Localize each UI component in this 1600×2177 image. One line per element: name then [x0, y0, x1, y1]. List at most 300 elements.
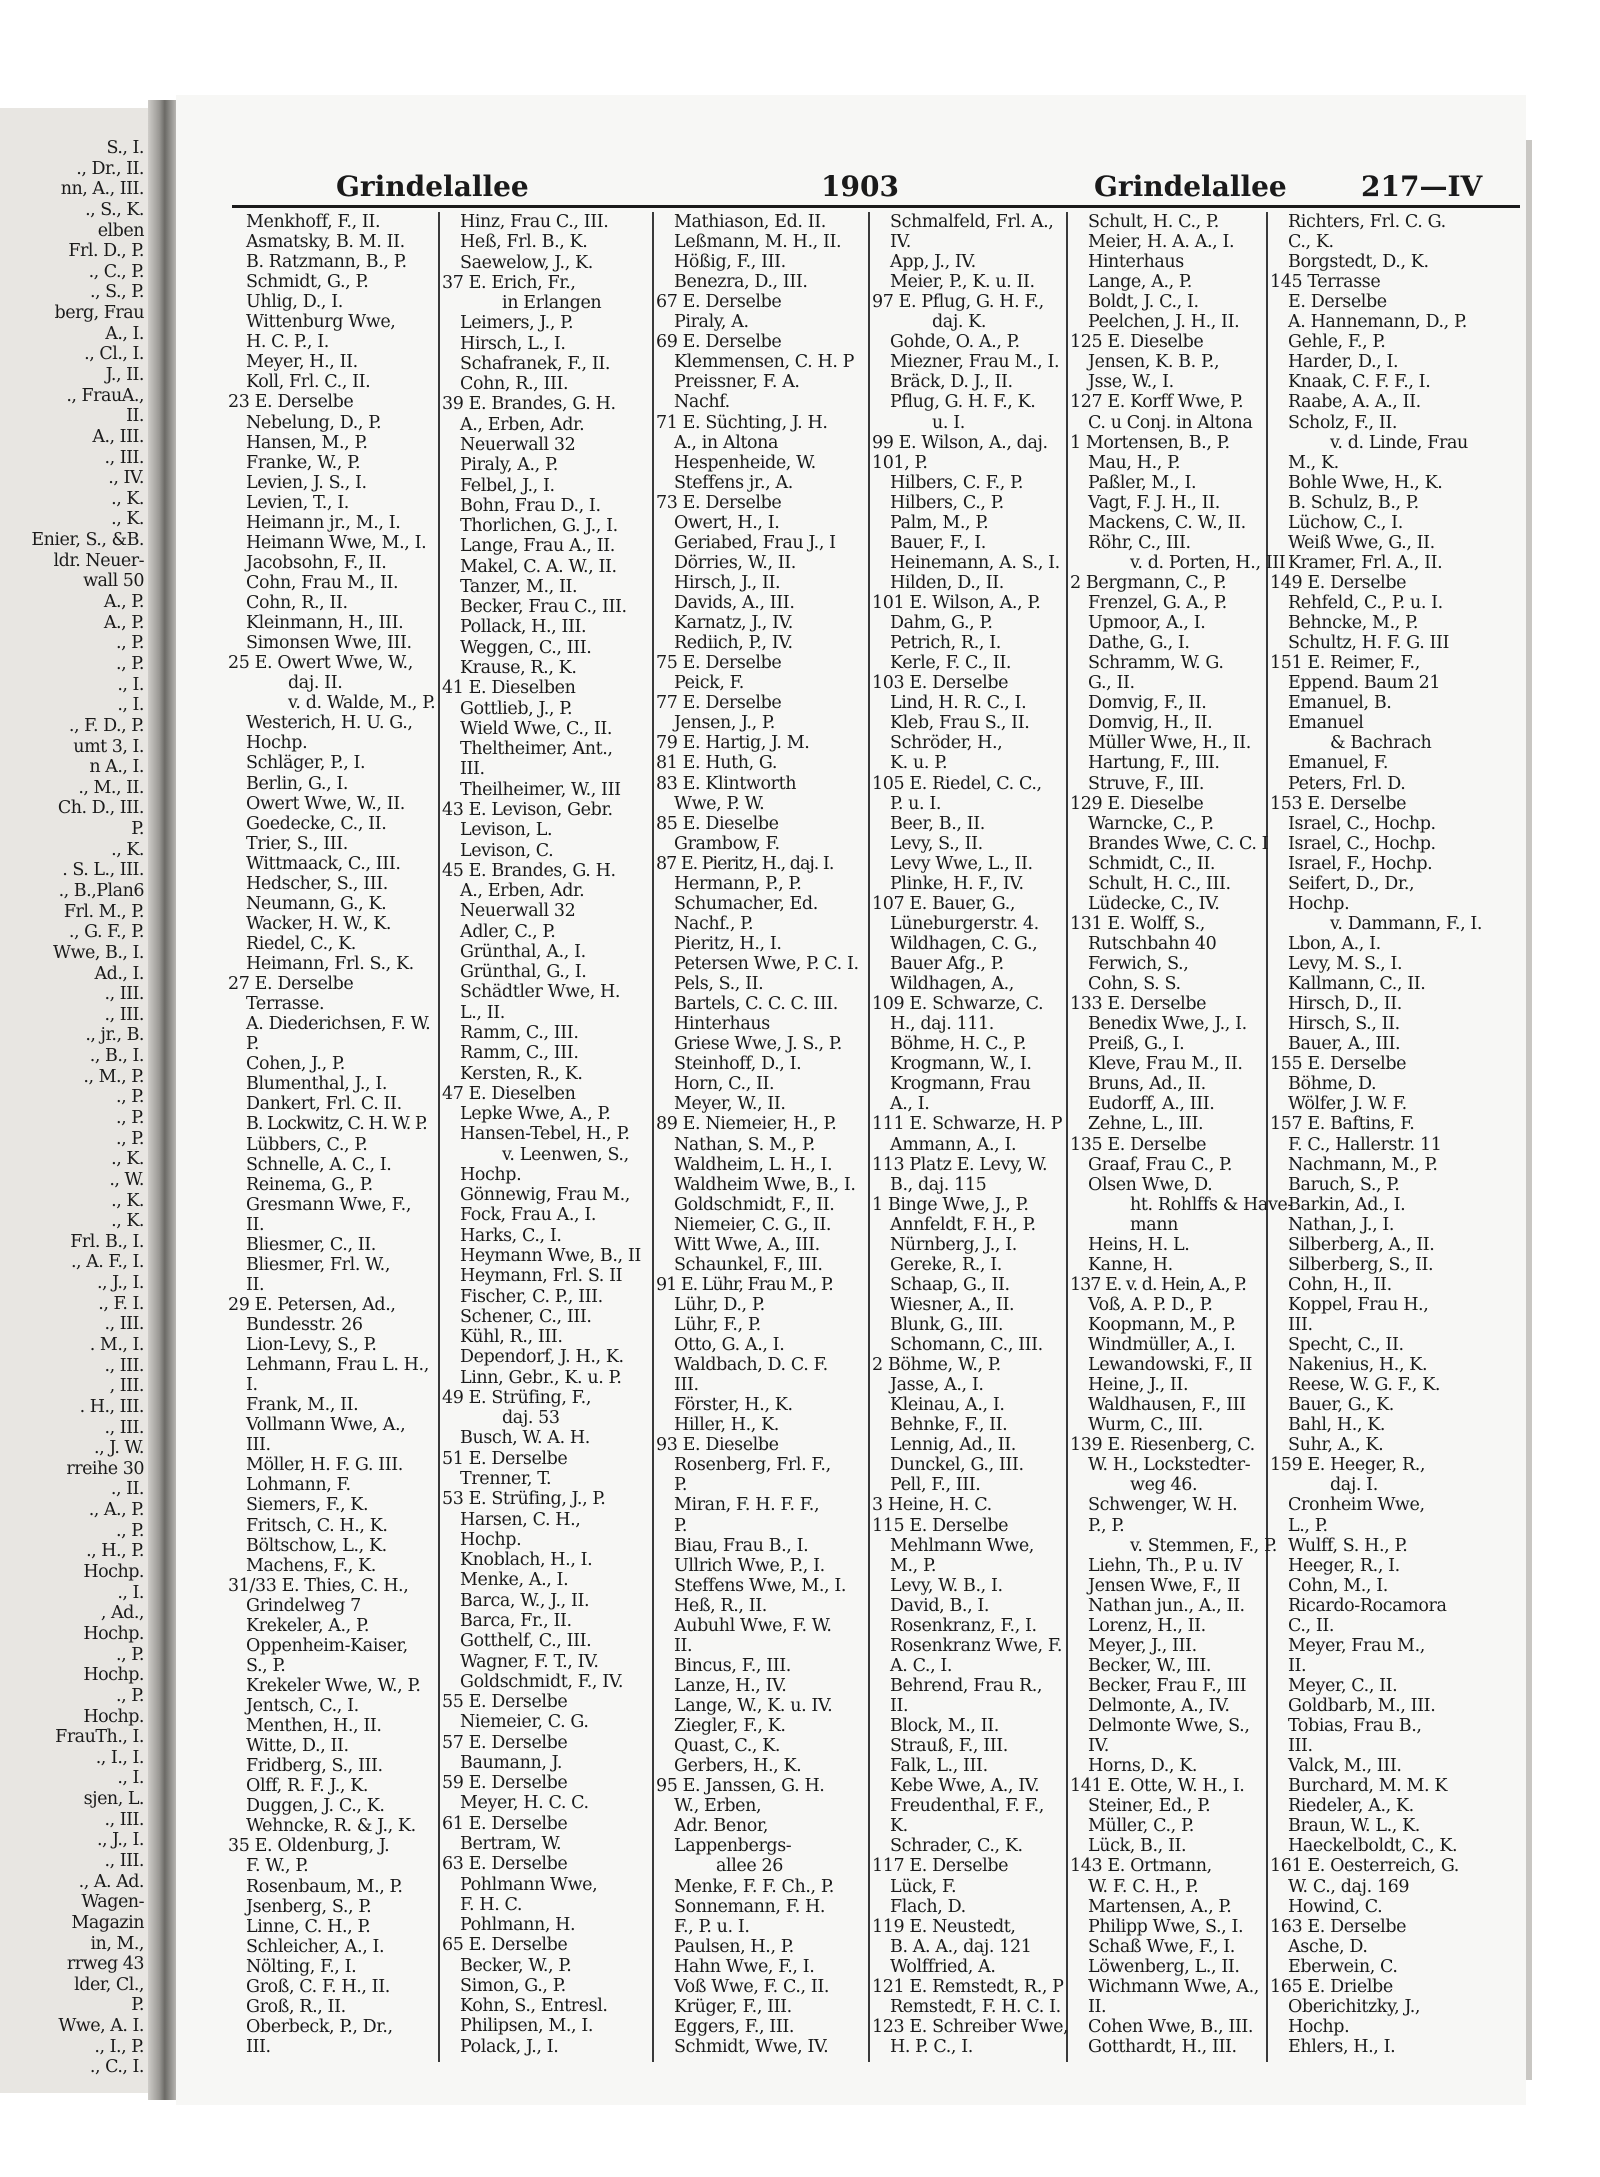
directory-entry: 113 Platz E. Levy, W.	[872, 1154, 1048, 1175]
directory-entry: Bahl, H., K.	[1288, 1415, 1386, 1436]
directory-entry: Karnatz, J., IV.	[674, 613, 793, 634]
directory-entry: v. d. Porten, H., III	[1130, 552, 1286, 573]
directory-entry: B. Schulz, B., P.	[1288, 492, 1419, 513]
directory-entry: Ricardo-Rocamora	[1288, 1595, 1447, 1616]
directory-entry: 27 E. Derselbe	[228, 974, 354, 995]
directory-entry: Menkhoff, F., II.	[246, 212, 381, 232]
directory-entry: Levy, M. S., I.	[1288, 954, 1403, 974]
directory-entry: 117 E. Derselbe	[872, 1856, 1009, 1877]
column-rule	[1266, 212, 1268, 2062]
directory-entry: Schläger, P., I.	[246, 753, 366, 774]
directory-entry: H. P. C., I.	[890, 2036, 973, 2057]
directory-entry: 43 E. Levison, Gebr.	[442, 799, 613, 820]
directory-entry: II.	[890, 1696, 909, 1717]
left-page-line: ., F. D., P.	[68, 715, 144, 736]
directory-entry: Hirsch, S., II.	[1288, 1014, 1400, 1035]
left-page-line: Hochp.	[83, 1623, 144, 1644]
directory-entry: Krause, R., K.	[460, 658, 577, 679]
directory-entry: Vollmann Wwe, A.,	[246, 1415, 406, 1436]
directory-entry: Sonnemann, F. H.	[674, 1896, 826, 1917]
directory-entry: Möller, H. F. G. III.	[246, 1455, 403, 1476]
directory-entry: II.	[246, 1214, 265, 1235]
directory-entry: Hansen-Tebel, H., P.	[460, 1124, 630, 1145]
directory-entry: Bundesstr. 26	[246, 1314, 363, 1335]
directory-entry: P.	[246, 1034, 259, 1055]
left-page-line: sjen, L.	[83, 1789, 144, 1810]
column-rule	[1066, 212, 1068, 2062]
directory-entry: daj. 53	[502, 1408, 560, 1429]
directory-entry: & Bachrach	[1330, 733, 1432, 754]
directory-entry: Rosenkranz Wwe, F.	[890, 1635, 1063, 1656]
directory-entry: Wolffried, A.	[890, 1956, 996, 1977]
directory-entry: A., I.	[890, 1094, 930, 1115]
left-page-line: ., S., P.	[89, 282, 144, 303]
directory-entry: Müller Wwe, H., II.	[1088, 733, 1251, 754]
left-page-line: ., W.	[109, 1169, 144, 1190]
directory-entry: Hansen, M., P.	[246, 432, 368, 453]
directory-entry: Vagt, F. J. H., II.	[1088, 492, 1220, 513]
directory-entry: 101 E. Wilson, A., P.	[872, 593, 1041, 614]
left-page-line: ., I.	[117, 1582, 144, 1603]
column-rule	[868, 212, 870, 2062]
directory-entry: Preiß, G., I.	[1088, 1034, 1185, 1055]
directory-entry: Saewelow, J., K.	[460, 252, 593, 273]
directory-entry: 149 E. Derselbe	[1270, 572, 1407, 593]
directory-entry: Terrasse.	[246, 994, 325, 1015]
directory-entry: Mackens, C. W., II.	[1088, 512, 1246, 533]
directory-entry: Pohlmann, H.	[460, 1915, 576, 1936]
directory-entry: Goldschmidt, F., IV.	[460, 1671, 624, 1692]
directory-entry: F., P. u. I.	[674, 1916, 750, 1937]
directory-entry: Steffens Wwe, M., I.	[674, 1575, 847, 1596]
left-page-line: ., III.	[104, 447, 144, 468]
left-page-line: ., II.	[110, 1479, 144, 1500]
directory-entry: v. Stemmen, F., P.	[1130, 1535, 1277, 1556]
directory-entry: Becker, W., P.	[460, 1955, 572, 1976]
directory-entry: Petrich, R., I.	[890, 633, 1001, 654]
directory-entry: Wiesner, A., II.	[890, 1294, 1015, 1315]
directory-entry: Heymann, Frl. S. II	[460, 1266, 623, 1287]
directory-entry: Rosenkranz, F., I.	[890, 1615, 1037, 1636]
directory-entry: Koopmann, M., P.	[1088, 1314, 1236, 1335]
directory-entry: Behrend, Frau R.,	[890, 1675, 1043, 1696]
directory-entry: Heinemann, A. S., I.	[890, 552, 1060, 573]
directory-entry: P.	[674, 1475, 687, 1496]
directory-entry: Knaak, C. F. F., I.	[1288, 372, 1431, 393]
directory-entry: A. C., I.	[890, 1655, 953, 1676]
directory-entry: Böhme, D.	[1288, 1074, 1377, 1095]
directory-entry: Hinz, Frau C., III.	[460, 212, 609, 232]
directory-entry: Bruns, Ad., II.	[1088, 1074, 1206, 1095]
header-page-ref: 217—IV	[1361, 170, 1483, 203]
directory-entry: App, J., IV.	[890, 252, 976, 273]
directory-entry: Levy, S., II.	[890, 833, 983, 854]
directory-entry: Voß Wwe, F. C., II.	[674, 1976, 830, 1997]
left-page-line: ., M., P.	[83, 1066, 144, 1087]
directory-entry: Grünthal, A., I.	[460, 941, 586, 962]
directory-entry: Fridberg, S., III.	[246, 1756, 383, 1777]
left-page-line: ., I.	[117, 695, 144, 716]
directory-entry: Remstedt, F. H. C. I.	[890, 1996, 1061, 2017]
left-page-line: , Ad.,	[100, 1603, 144, 1624]
directory-entry: Delmonte Wwe, S.,	[1088, 1716, 1250, 1737]
left-page-line: elben	[97, 220, 144, 241]
directory-entry: Schumacher, Ed.	[674, 893, 818, 914]
directory-entry: Becker, Frau C., III.	[460, 597, 627, 618]
directory-entry: III.	[460, 759, 485, 780]
directory-entry: II.	[246, 1274, 265, 1295]
left-page-line: II.	[126, 406, 144, 427]
directory-entry: III.	[246, 2036, 271, 2057]
left-page-line: nn, A., III.	[60, 179, 144, 200]
directory-entry: 31/33 E. Thies, C. H.,	[228, 1575, 409, 1596]
directory-entry: 137 E. v. d. Hein, A., P.	[1070, 1274, 1246, 1295]
directory-entry: Palm, M., P.	[890, 512, 989, 533]
directory-entry: Wölfer, J. W. F.	[1288, 1094, 1407, 1115]
directory-entry: Nathan jun., A., II.	[1088, 1595, 1245, 1616]
directory-entry: 107 E. Bauer, G.,	[872, 893, 1016, 914]
directory-entry: Plinke, H. F., IV.	[890, 873, 1024, 894]
directory-entry: F. H. C.	[460, 1894, 523, 1915]
directory-entry: u. I.	[932, 412, 965, 433]
header-left-title: Grindelallee	[336, 170, 529, 203]
left-page-line: ., C., P.	[88, 261, 144, 282]
directory-entry: Schnelle, A. C., I.	[246, 1154, 392, 1175]
directory-entry: Baumann, J.	[460, 1752, 563, 1773]
directory-entry: Lange, W., K. u. IV.	[674, 1696, 833, 1717]
directory-entry: Lappenbergs-	[674, 1836, 792, 1857]
directory-entry: Schleicher, A., I.	[246, 1936, 385, 1957]
directory-entry: Horns, D., K.	[1088, 1756, 1198, 1777]
left-page-line: ., J., I.	[96, 1273, 144, 1294]
directory-entry: Krüger, F., III.	[674, 1996, 792, 2017]
directory-entry: Hilbers, C. F., P.	[890, 472, 1024, 493]
directory-entry: B. Lockwitz, C. H. W. P.	[246, 1114, 427, 1135]
directory-entry: Leßmann, M. H., II.	[674, 232, 842, 253]
directory-entry: Neuerwall 32	[460, 435, 576, 456]
directory-entry: Simon, G., P.	[460, 1975, 566, 1996]
directory-entry: Gohde, O. A., P.	[890, 332, 1020, 353]
directory-entry: Jensen, K. B. P.,	[1088, 352, 1220, 373]
directory-entry: Reinema, G., P.	[246, 1174, 373, 1195]
directory-entry: Zehne, L., III.	[1088, 1114, 1204, 1135]
left-page-line: Magazin	[71, 1912, 144, 1933]
directory-entry: Lück, B., II.	[1088, 1836, 1187, 1857]
directory-entry: Schmidt, C., II.	[1088, 853, 1216, 874]
directory-entry: Schrader, C., K.	[890, 1836, 1023, 1857]
directory-entry: David, B., I.	[890, 1595, 990, 1616]
directory-entry: Schener, C., III.	[460, 1306, 592, 1327]
directory-entry: L., II.	[460, 1002, 505, 1023]
directory-entry: B. A. A., daj. 121	[890, 1936, 1032, 1957]
directory-entry: Trier, S., III.	[246, 833, 348, 854]
directory-entry: Kanne, H.	[1088, 1254, 1173, 1275]
directory-entry: II.	[1088, 1996, 1107, 2017]
directory-entry: Kerle, F. C., II.	[890, 653, 1011, 674]
directory-entry: 135 E. Derselbe	[1070, 1134, 1207, 1155]
directory-entry: Eberwein, C.	[1288, 1956, 1398, 1977]
directory-entry: 89 E. Niemeier, H., P.	[656, 1114, 837, 1135]
directory-entry: 125 E. Dieselbe	[1070, 332, 1204, 353]
left-page-line: ., A. Ad.	[78, 1871, 144, 1892]
directory-entry: Levy, W. B., I.	[890, 1575, 1003, 1596]
directory-entry: Groß, R., II.	[246, 1996, 346, 2017]
directory-entry: Hirsch, D., II.	[1288, 994, 1402, 1015]
directory-entry: Behnke, F., II.	[890, 1415, 1008, 1436]
directory-entry: Jensen, J., P.	[674, 713, 775, 734]
directory-entry: Krekeler Wwe, W., P.	[246, 1675, 421, 1696]
directory-entry: Kleve, Frau M., II.	[1088, 1054, 1243, 1075]
directory-entry: Neumann, G., K.	[246, 893, 387, 914]
left-page-line: ., H., P.	[86, 1541, 144, 1562]
left-page-line: ., III.	[104, 1355, 144, 1376]
left-page-line: ., I., P.	[94, 2036, 144, 2057]
left-page-line: ., K.	[111, 1190, 144, 1211]
directory-entry: Krogmann, Frau	[890, 1074, 1031, 1095]
directory-entry: Domvig, H., II.	[1088, 713, 1213, 734]
directory-entry: M., K.	[1288, 452, 1339, 473]
directory-entry: Wield Wwe, C., II.	[460, 718, 613, 739]
directory-entry: W. H., Lockstedter-	[1088, 1455, 1251, 1476]
directory-entry: Bauer, G., K.	[1288, 1395, 1394, 1416]
directory-entry: Warncke, C., P.	[1088, 813, 1214, 834]
directory-entry: L., P.	[1288, 1515, 1328, 1536]
directory-entry: Krogmann, W., I.	[890, 1054, 1032, 1075]
directory-entry: Nürnberg, J., I.	[890, 1234, 1017, 1255]
directory-entry: Freudenthal, F. F.,	[890, 1796, 1044, 1817]
directory-entry: weg 46.	[1130, 1475, 1198, 1496]
directory-entry: Busch, W. A. H.	[460, 1428, 590, 1449]
directory-entry: Lohmann, F.	[246, 1475, 351, 1496]
directory-entry: 109 E. Schwarze, C.	[872, 994, 1044, 1015]
directory-entry: Rosenberg, Frl. F.,	[674, 1455, 831, 1476]
directory-entry: Wacker, H. W., K.	[246, 913, 392, 934]
directory-entry: Becker, Frau F., III	[1088, 1675, 1247, 1696]
directory-entry: Wulff, S. H., P.	[1288, 1535, 1408, 1556]
directory-entry: 29 E. Petersen, Ad.,	[228, 1294, 396, 1315]
left-page-line: Ad., I.	[94, 963, 144, 984]
directory-entry: Cronheim Wwe,	[1288, 1495, 1425, 1516]
directory-entry: Block, M., II.	[890, 1716, 999, 1737]
directory-entry: 59 E. Derselbe	[442, 1773, 568, 1794]
directory-entry: Windmüller, A., I.	[1088, 1335, 1236, 1356]
directory-entry: Israel, F., Hochp.	[1288, 853, 1433, 874]
page-edge	[1526, 140, 1532, 2080]
page-header	[226, 170, 1521, 204]
directory-entry: Israel, C., Hochp.	[1288, 813, 1436, 834]
directory-entry: F. C., Hallerstr. 11	[1288, 1134, 1442, 1155]
left-page-line: Wwe, A. I.	[58, 2016, 144, 2037]
directory-entry: Tobias, Frau B.,	[1288, 1716, 1422, 1737]
left-page-line: umt 3, I.	[73, 736, 144, 757]
directory-entry: Meyer, H. C. C.	[460, 1793, 589, 1814]
directory-entry: Israel, C., Hochp.	[1288, 833, 1436, 854]
left-page-line: A., I.	[105, 323, 144, 344]
directory-entry: Emanuel, F.	[1288, 753, 1389, 774]
directory-entry: Lück, F.	[890, 1876, 957, 1897]
directory-entry: daj. K.	[932, 312, 987, 333]
directory-entry: Hiller, H., K.	[674, 1415, 779, 1436]
directory-entry: A., in Altona	[674, 432, 779, 453]
directory-entry: 73 E. Derselbe	[656, 492, 782, 513]
directory-entry: mann	[1130, 1214, 1178, 1235]
directory-entry: 55 E. Derselbe	[442, 1692, 568, 1713]
directory-entry: P., P.	[1088, 1515, 1125, 1536]
directory-entry: Preissner, F. A.	[674, 372, 800, 393]
directory-entry: Gotthardt, H., III.	[1088, 2036, 1237, 2057]
directory-entry: Mehlmann Wwe,	[890, 1535, 1034, 1556]
directory-entry: Steiner, Ed., P.	[1088, 1796, 1211, 1817]
directory-entry: Horn, C., II.	[674, 1074, 775, 1095]
directory-entry: H. C. P., I.	[246, 332, 329, 353]
directory-entry: Delmonte, A., IV.	[1088, 1696, 1230, 1717]
left-page-line: Wwe, B., I.	[53, 942, 144, 963]
directory-entry: Lanze, H., IV.	[674, 1675, 787, 1696]
directory-entry: Biau, Frau B., I.	[674, 1535, 809, 1556]
directory-entry: Hochp.	[460, 1529, 522, 1550]
left-page-line: ., I., I.	[95, 1747, 144, 1768]
directory-entry: Wurm, C., III.	[1088, 1415, 1203, 1436]
directory-entry: Frenzel, G. A., P.	[1088, 593, 1227, 614]
directory-entry: Otto, G. A., I.	[674, 1335, 785, 1356]
directory-entry: Schafranek, F., II.	[460, 353, 611, 374]
directory-entry: E. Derselbe	[1288, 292, 1387, 313]
left-page-line: ., P.	[116, 653, 144, 674]
directory-entry: Schaß Wwe, F., I.	[1088, 1936, 1235, 1957]
directory-entry: Waldheim Wwe, B., I.	[674, 1174, 856, 1195]
directory-entry: Kebe Wwe, A., IV.	[890, 1776, 1040, 1797]
directory-entry: Ramm, C., III.	[460, 1043, 579, 1064]
directory-entry: Lange, A., P.	[1088, 272, 1192, 293]
directory-entry: Harsen, C. H.,	[460, 1509, 581, 1530]
directory-entry: Simonsen Wwe, III.	[246, 633, 412, 654]
directory-entry: Domvig, F., II.	[1088, 693, 1207, 714]
left-page-line: ., P.	[116, 1644, 144, 1665]
directory-entry: Schaap, G., II.	[890, 1274, 1010, 1295]
directory-entry: Hermann, P., P.	[674, 873, 802, 894]
directory-entry: 159 E. Heeger, R.,	[1270, 1455, 1426, 1476]
directory-entry: Heins, H. L.	[1088, 1234, 1190, 1255]
directory-entry: Menthen, H., II.	[246, 1716, 382, 1737]
directory-entry: Dathe, G., I.	[1088, 633, 1190, 654]
directory-entry: Nachf., P.	[674, 913, 754, 934]
left-page-line: ., P.	[116, 1685, 144, 1706]
directory-entry: Piraly, A., P.	[460, 455, 558, 476]
directory-entry: Struve, F., III.	[1088, 773, 1205, 794]
directory-entry: Nakenius, H., K.	[1288, 1355, 1428, 1376]
directory-entry: Cohn, M., I.	[1288, 1575, 1388, 1596]
directory-entry: Bliesmer, C., II.	[246, 1234, 376, 1255]
left-page-line: ., P.	[116, 1128, 144, 1149]
directory-entry: Oberichitzky, J.,	[1288, 1996, 1421, 2017]
directory-entry: 143 E. Ortmann,	[1070, 1856, 1212, 1877]
directory-entry: Schmidt, G., P.	[246, 272, 369, 293]
directory-entry: Nathan, S. M., P.	[674, 1134, 815, 1155]
directory-entry: 123 E. Schreiber Wwe,	[872, 2016, 1069, 2037]
directory-entry: 57 E. Derselbe	[442, 1732, 568, 1753]
directory-entry: III.	[1288, 1736, 1313, 1757]
directory-entry: 61 E. Derselbe	[442, 1813, 568, 1834]
directory-entry: Gehle, F., P.	[1288, 332, 1386, 353]
directory-entry: Meyer, J., III.	[1088, 1635, 1197, 1656]
directory-entry: Harder, D., I.	[1288, 352, 1399, 373]
directory-entry: B. Ratzmann, B., P.	[246, 252, 407, 273]
directory-entry: Leimers, J., P.	[460, 313, 574, 334]
directory-entry: Cohn, Frau M., II.	[246, 572, 399, 593]
directory-entry: Falk, L., III.	[890, 1756, 988, 1777]
directory-entry: Kühl, R., III.	[460, 1327, 563, 1348]
directory-entry: Davids, A., III.	[674, 593, 795, 614]
directory-entry: Müller, C., P.	[1088, 1816, 1194, 1837]
directory-entry: Flach, D.	[890, 1896, 966, 1917]
directory-entry: Schramm, W. G.	[1088, 653, 1224, 674]
directory-entry: 2 Böhme, W., P.	[872, 1355, 1001, 1376]
directory-entry: Blunk, G., III.	[890, 1314, 1004, 1335]
directory-entry: Riedel, C., K.	[246, 933, 356, 954]
directory-entry: Menke, F. F. Ch., P.	[674, 1876, 834, 1897]
directory-entry: Specht, C., II.	[1288, 1335, 1404, 1356]
directory-entry: v. Leenwen, S.,	[502, 1144, 629, 1165]
directory-entry: Pell, F., III.	[890, 1475, 981, 1496]
directory-entry: Nachf.	[674, 392, 730, 413]
directory-entry: Cohen, J., P.	[246, 1054, 345, 1075]
directory-entry: Heine, J., II.	[1088, 1375, 1189, 1396]
left-page-line: ., jr., B.	[85, 1025, 144, 1046]
directory-entry: Owert, H., I.	[674, 512, 780, 533]
left-page-line: Hochp.	[83, 1562, 144, 1583]
directory-entry: Griese Wwe, J. S., P.	[674, 1034, 842, 1055]
directory-entry: 133 E. Derselbe	[1070, 994, 1207, 1015]
directory-entry: III.	[1288, 1314, 1313, 1335]
directory-entry: Grindelweg 7	[246, 1595, 361, 1616]
directory-entry: K.	[890, 1816, 908, 1837]
directory-entry: Dahm, G., P.	[890, 613, 993, 634]
directory-entry: Barca, Fr., II.	[460, 1610, 572, 1631]
directory-entry: Liehn, Th., P. u. IV	[1088, 1555, 1243, 1576]
directory-entry: Howind, C.	[1288, 1896, 1383, 1917]
directory-entry: Jentsch, C., I.	[246, 1696, 359, 1717]
directory-entry: A. Hannemann, D., P.	[1288, 312, 1467, 333]
directory-entry: Bräck, D. J., II.	[890, 372, 1013, 393]
directory-entry: 115 E. Derselbe	[872, 1515, 1009, 1536]
left-page-line: . H., III.	[79, 1396, 144, 1417]
directory-entry: Riedeler, A., K.	[1288, 1796, 1414, 1817]
directory-entry: Rutschbahn 40	[1088, 933, 1217, 954]
directory-entry: Heimann Wwe, M., I.	[246, 532, 427, 553]
left-page-line: ldr. Neuer-	[53, 550, 144, 571]
directory-entry: Schult, H. C., III.	[1088, 873, 1231, 894]
directory-entry: Meyer, Frau M.,	[1288, 1635, 1425, 1656]
directory-entry: Rediich, P., IV.	[674, 633, 793, 654]
directory-entry: Goedecke, C., II.	[246, 813, 387, 834]
left-page-line: ., C., I.	[89, 2057, 144, 2078]
directory-entry: Weiß Wwe, G., II.	[1288, 532, 1435, 553]
directory-entry: Knoblach, H., I.	[460, 1550, 593, 1571]
directory-entry: 157 E. Baftins, F.	[1270, 1114, 1415, 1135]
directory-entry: Rehfeld, C., P. u. I.	[1288, 593, 1443, 614]
directory-entry: Levien, J. S., I.	[246, 472, 367, 493]
directory-entry: Felbel, J., I.	[460, 475, 555, 496]
directory-entry: Lüdecke, C., IV.	[1088, 893, 1220, 914]
left-page-line: Frl. M., P.	[63, 901, 144, 922]
directory-entry: Voß, A. P. D., P.	[1088, 1294, 1213, 1315]
left-page-line: ., K.	[111, 1149, 144, 1170]
directory-entry: Wwe, P. W.	[674, 793, 765, 814]
directory-entry: Pohlmann Wwe,	[460, 1874, 598, 1895]
directory-entry: Berlin, G., I.	[246, 773, 349, 794]
left-page-line: ., III.	[104, 1314, 144, 1335]
directory-entry: 129 E. Dieselbe	[1070, 793, 1204, 814]
